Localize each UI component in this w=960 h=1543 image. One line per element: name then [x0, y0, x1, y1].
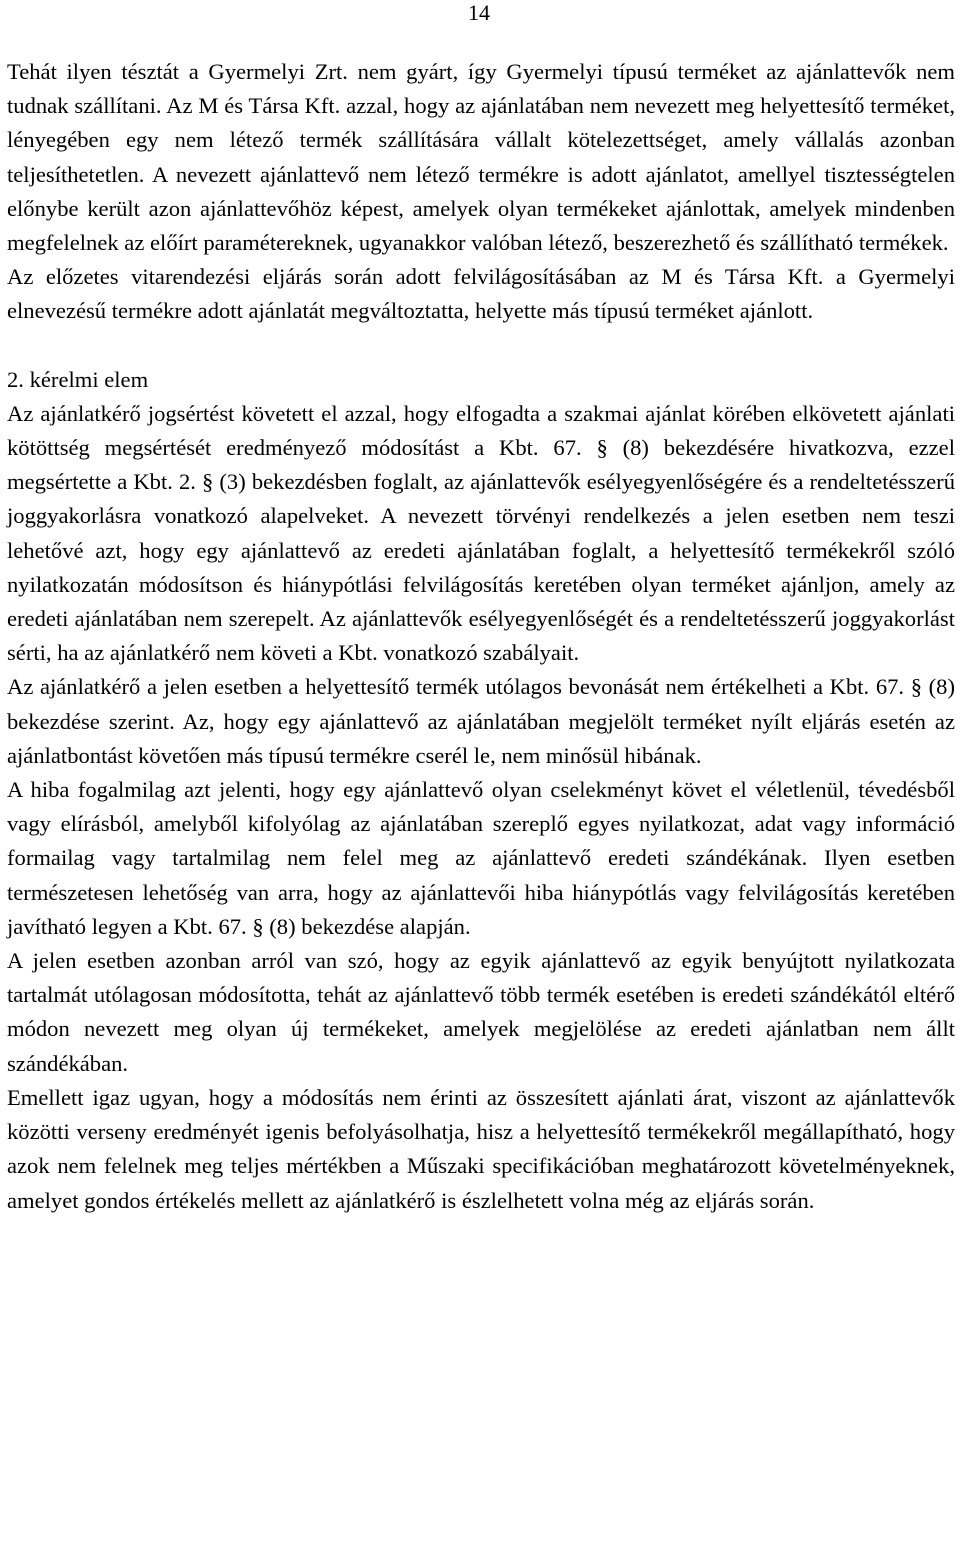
document-body	[7, 55, 955, 1218]
paragraph: A jelen esetben azonban arról van szó, hogy az egyik ajánlattevő az egyik benyújtott nyilatkozata tartalmát utólagosan módosította, tehát az ajánlattevő több termék esetében is eredeti szándékától eltérő módon nevezett meg olyan új termékeket, amelyek megjelölése az eredeti ajánlatban nem állt szándékában.	[7, 948, 955, 1076]
page-number: 14	[468, 0, 490, 25]
paragraph: Emellett igaz ugyan, hogy a módosítás nem érinti az összesített ajánlati árat, viszont az ajánlattevők közötti verseny eredményét igenis befolyásolhatja, hisz a helyettesítő termékekről megállapítható, hogy azok nem felelnek meg teljes mértékben a Műszaki specifikációban meghatározott követelményeknek, amelyet gondos értékelés mellett az ajánlatkérő is észlelhetett volna még az eljárás során.	[7, 1084, 955, 1213]
paragraph: Az előzetes vitarendezési eljárás során adott felvilágosításában az M és Társa Kft. a Gyermelyi elnevezésű termékre adott ajánlatát megváltoztatta, helyette más típusú terméket ajánlott.	[7, 264, 955, 324]
paragraph: Az ajánlatkérő a jelen esetben a helyettesítő termék utólagos bevonását nem értékelheti a Kbt. 67. § (8) bekezdése szerint. Az, hogy egy ajánlattevő az ajánlatában megjelölt terméket nyílt eljárás esetén az ajánlatbontást követően más típusú termékre cserél le, nem minősül hibának.	[7, 674, 955, 768]
paragraph: Tehát ilyen tésztát a Gyermelyi Zrt. nem gyárt, így Gyermelyi típusú terméket az ajánlattevők nem tudnak szállítani. Az M és Társa Kft. azzal, hogy az ajánlatában nem nevezett meg helyettesítő terméket, lényegében egy nem létező termék szállítására vállalt kötelezettséget, amely vállalás azonban teljesíthetetlen. A nevezett ajánlattevő nem létező termékre is adott ajánlatot, amellyel tisztességtelen előnybe került azon ajánlattevőhöz képest, amelyek olyan termékeket ajánlottak, amelyek mindenben megfelelnek az előírt paramétereknek, ugyanakkor valóban létező, beszerezhető és szállítható termékek.	[7, 59, 955, 256]
paragraph: Az ajánlatkérő jogsértést követett el azzal, hogy elfogadta a szakmai ajánlat körében elkövetett ajánlati kötöttség megsértését eredményező módosítást a Kbt. 67. § (8) bekezdésére hivatkozva, ezzel megsértette a Kbt. 2. § (3) bekezdésben foglalt, az ajánlattevők esélyegyenlőségére és a rendeltetésszerű joggyakorlásra vonatkozó alapelveket. A nevezett törvényi rendelkezés a jelen esetben nem teszi lehetővé azt, hogy egy ajánlattevő az eredeti ajánlatában foglalt, a helyettesítő termékekről szóló nyilatkozatán módosítson és hiánypótlási felvilágosítás keretében olyan terméket ajánljon, amely az eredeti ajánlatában nem szerepelt. Az ajánlattevők esélyegyenlőségét és a rendeltetésszerű joggyakorlást sérti, ha az ajánlatkérő nem követi a Kbt. vonatkozó szabályait.	[7, 400, 955, 666]
section-heading: 2. kérelmi elem	[7, 366, 149, 392]
paragraph-gap	[7, 329, 955, 363]
paragraph: A hiba fogalmilag azt jelenti, hogy egy ajánlattevő olyan cselekményt követ el véletlenül, tévedésből vagy elírásból, amelyből kifolyólag az ajánlatában szereplő egyes nyilatkozat, adat vagy információ formailag vagy tartalmilag nem felel meg az ajánlattevő eredeti szándékának. Ilyen esetben természetesen lehetőség van arra, hogy az ajánlattevői hiba hiánypótlás vagy felvilágosítás keretében javítható legyen a Kbt. 67. § (8) bekezdése alapján.	[7, 777, 955, 939]
